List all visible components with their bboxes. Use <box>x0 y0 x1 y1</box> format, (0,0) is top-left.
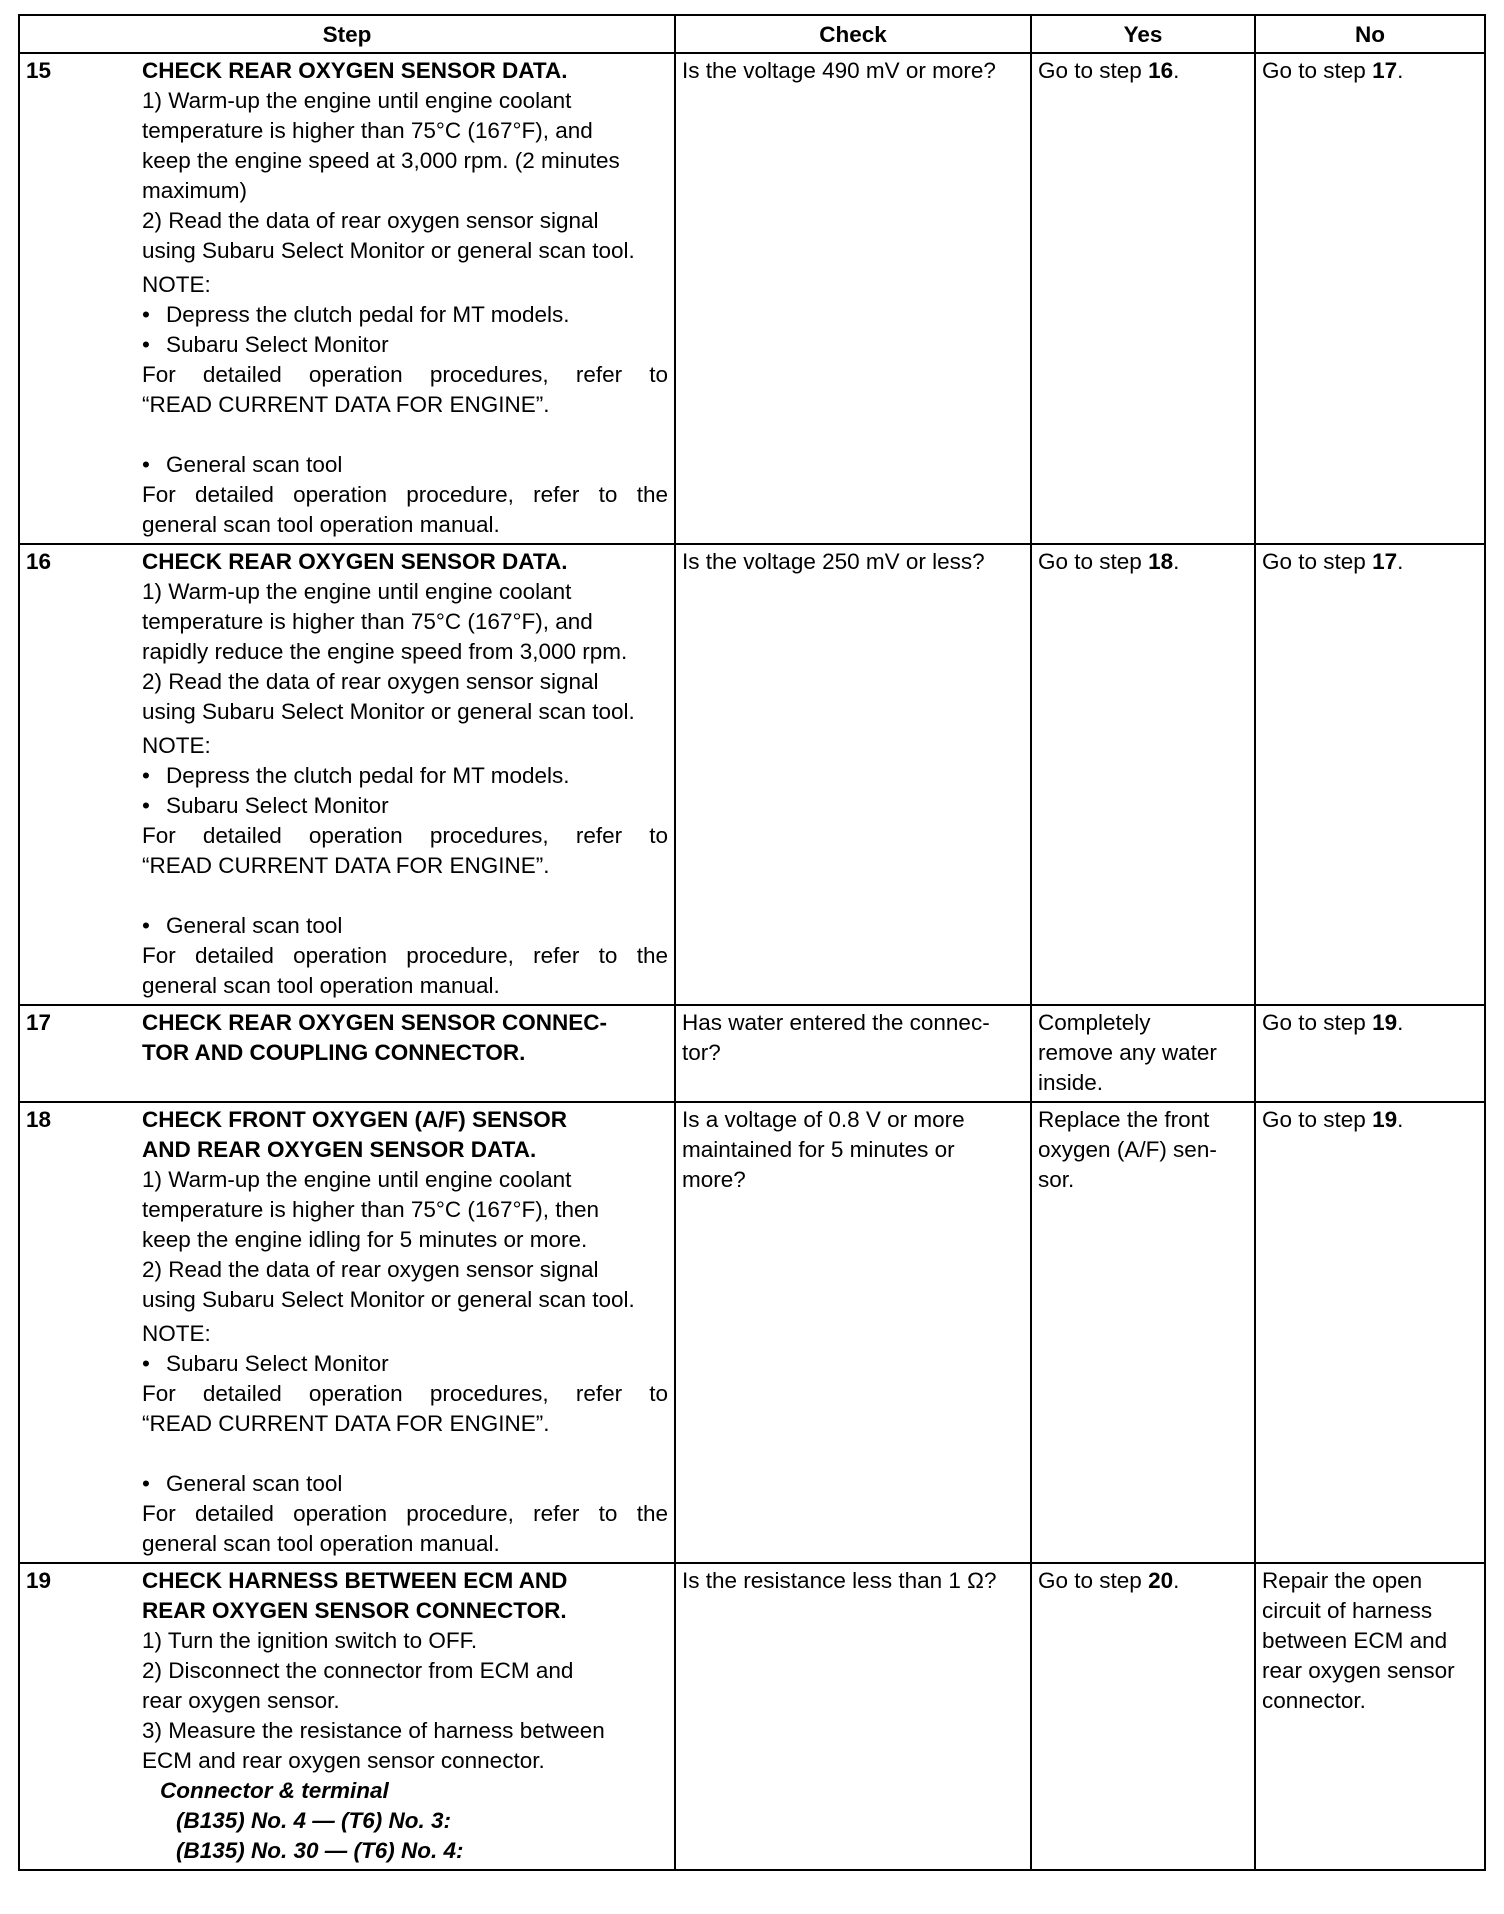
reference-text: general scan tool operation manual. <box>142 973 500 998</box>
step-line: 2) Read the data of rear oxygen sensor signal <box>142 208 599 233</box>
step-line: using Subaru Select Monitor or general scan tool. <box>142 1287 635 1312</box>
yes-text: Go to step <box>1038 549 1149 574</box>
no-line: rear oxygen sensor <box>1262 1658 1455 1683</box>
step-line: rear oxygen sensor. <box>142 1688 340 1713</box>
no-cell <box>1255 53 1485 544</box>
no-step-number: 19 <box>1372 1010 1398 1035</box>
step-description <box>136 1102 675 1563</box>
yes-line: remove any water <box>1038 1040 1217 1065</box>
step-title: CHECK REAR OXYGEN SENSOR DATA. <box>142 58 568 83</box>
yes-line: Replace the front <box>1038 1107 1210 1132</box>
connector-terminal-item: (B135) No. 30 — (T6) No. 4: <box>176 1838 464 1863</box>
step-line: using Subaru Select Monitor or general scan tool. <box>142 699 635 724</box>
no-cell <box>1255 544 1485 1005</box>
header-check: Check <box>675 15 1031 53</box>
check-line: Has water entered the connec- <box>682 1010 990 1035</box>
step-line: 2) Read the data of rear oxygen sensor signal <box>142 669 599 694</box>
step-title: CHECK HARNESS BETWEEN ECM AND <box>142 1568 568 1593</box>
header-yes: Yes <box>1031 15 1255 53</box>
step-number: 17 <box>19 1005 136 1102</box>
step-line: 1) Warm-up the engine until engine coolant <box>142 1167 572 1192</box>
yes-suffix: . <box>1173 1568 1180 1593</box>
step-number: 19 <box>19 1563 136 1870</box>
step-description <box>136 1005 675 1102</box>
no-suffix: . <box>1397 549 1404 574</box>
table-row <box>19 1563 1485 1870</box>
step-line: using Subaru Select Monitor or general scan tool. <box>142 238 635 263</box>
step-title: TOR AND COUPLING CONNECTOR. <box>142 1040 526 1065</box>
yes-line: inside. <box>1038 1070 1104 1095</box>
check-line: more? <box>682 1167 746 1192</box>
reference-text: For detailed operation procedures, refer to <box>142 823 669 848</box>
check-cell <box>675 1102 1031 1563</box>
note-bullet: • Subaru Select Monitor <box>142 330 668 360</box>
reference-text: For detailed operation procedure, refer to the <box>142 1501 669 1526</box>
yes-cell <box>1031 544 1255 1005</box>
step-line: 2) Disconnect the connector from ECM and <box>142 1658 574 1683</box>
yes-step-number: 16 <box>1148 58 1174 83</box>
note-bullet: • General scan tool <box>142 911 668 941</box>
no-text: Go to step <box>1262 1107 1373 1132</box>
step-line: maximum) <box>142 178 247 203</box>
no-cell <box>1255 1563 1485 1870</box>
reference-text: “READ CURRENT DATA FOR ENGINE”. <box>142 853 550 878</box>
yes-text: Go to step <box>1038 58 1149 83</box>
step-description <box>136 1563 675 1870</box>
step-line: 1) Warm-up the engine until engine coolant <box>142 88 572 113</box>
yes-line: sor. <box>1038 1167 1075 1192</box>
connector-terminal-title: Connector & terminal <box>160 1778 389 1803</box>
step-title: AND REAR OXYGEN SENSOR DATA. <box>142 1137 537 1162</box>
no-text: Go to step <box>1262 58 1373 83</box>
yes-step-number: 20 <box>1148 1568 1174 1593</box>
step-line: keep the engine idling for 5 minutes or more. <box>142 1227 588 1252</box>
check-cell: Is the voltage 490 mV or more? <box>675 53 1031 544</box>
step-line: keep the engine speed at 3,000 rpm. (2 minutes <box>142 148 620 173</box>
no-cell <box>1255 1005 1485 1102</box>
step-number: 18 <box>19 1102 136 1563</box>
step-line: temperature is higher than 75°C (167°F), and <box>142 118 593 143</box>
note-bullet: • Subaru Select Monitor <box>142 791 668 821</box>
step-number: 15 <box>19 53 136 544</box>
no-step-number: 19 <box>1372 1107 1398 1132</box>
note-label: NOTE: <box>142 1321 211 1346</box>
yes-cell <box>1031 1005 1255 1102</box>
step-line: ECM and rear oxygen sensor connector. <box>142 1748 545 1773</box>
step-description <box>136 544 675 1005</box>
spacer <box>142 1439 668 1469</box>
note-label: NOTE: <box>142 733 211 758</box>
reference-text: general scan tool operation manual. <box>142 512 500 537</box>
no-suffix: . <box>1397 1010 1404 1035</box>
step-number: 16 <box>19 544 136 1005</box>
check-line: Is a voltage of 0.8 V or more <box>682 1107 965 1132</box>
table-row <box>19 544 1485 1005</box>
reference-text: “READ CURRENT DATA FOR ENGINE”. <box>142 1411 550 1436</box>
step-title: REAR OXYGEN SENSOR CONNECTOR. <box>142 1598 567 1623</box>
check-line: maintained for 5 minutes or <box>682 1137 955 1162</box>
check-line: tor? <box>682 1040 721 1065</box>
yes-text: Go to step <box>1038 1568 1149 1593</box>
diagnostic-table-container <box>18 14 1484 1871</box>
yes-cell <box>1031 1102 1255 1563</box>
reference-text: general scan tool operation manual. <box>142 1531 500 1556</box>
note-bullet: • General scan tool <box>142 1469 668 1499</box>
note-label: NOTE: <box>142 272 211 297</box>
no-line: circuit of harness <box>1262 1598 1433 1623</box>
step-line: rapidly reduce the engine speed from 3,000 rpm. <box>142 639 628 664</box>
check-cell <box>675 1005 1031 1102</box>
no-line: connector. <box>1262 1688 1366 1713</box>
no-suffix: . <box>1397 1107 1404 1132</box>
header-no: No <box>1255 15 1485 53</box>
table-row <box>19 53 1485 544</box>
check-cell: Is the voltage 250 mV or less? <box>675 544 1031 1005</box>
no-suffix: . <box>1397 58 1404 83</box>
no-step-number: 17 <box>1372 58 1398 83</box>
check-cell: Is the resistance less than 1 Ω? <box>675 1563 1031 1870</box>
step-line: 2) Read the data of rear oxygen sensor signal <box>142 1257 599 1282</box>
yes-suffix: . <box>1173 58 1180 83</box>
connector-terminal-item: (B135) No. 4 — (T6) No. 3: <box>176 1808 452 1833</box>
no-text: Go to step <box>1262 1010 1373 1035</box>
spacer <box>142 420 668 450</box>
no-step-number: 17 <box>1372 549 1398 574</box>
step-line: 1) Warm-up the engine until engine coolant <box>142 579 572 604</box>
no-text: Go to step <box>1262 549 1373 574</box>
step-line: 3) Measure the resistance of harness between <box>142 1718 605 1743</box>
step-title: CHECK REAR OXYGEN SENSOR CONNEC- <box>142 1010 608 1035</box>
step-line: temperature is higher than 75°C (167°F), and <box>142 609 593 634</box>
no-cell <box>1255 1102 1485 1563</box>
reference-text: “READ CURRENT DATA FOR ENGINE”. <box>142 392 550 417</box>
spacer <box>142 881 668 911</box>
step-title: CHECK REAR OXYGEN SENSOR DATA. <box>142 549 568 574</box>
step-line: 1) Turn the ignition switch to OFF. <box>142 1628 478 1653</box>
header-row <box>19 15 1485 53</box>
yes-cell <box>1031 53 1255 544</box>
reference-text: For detailed operation procedure, refer to the <box>142 482 669 507</box>
reference-text: For detailed operation procedure, refer to the <box>142 943 669 968</box>
header-step: Step <box>19 15 675 53</box>
note-bullet: • Subaru Select Monitor <box>142 1349 668 1379</box>
reference-text: For detailed operation procedures, refer to <box>142 362 669 387</box>
note-bullet: • Depress the clutch pedal for MT models. <box>142 300 668 330</box>
no-line: between ECM and <box>1262 1628 1448 1653</box>
note-bullet: • General scan tool <box>142 450 668 480</box>
table-row <box>19 1102 1485 1563</box>
yes-suffix: . <box>1173 549 1180 574</box>
yes-line: Completely <box>1038 1010 1151 1035</box>
table-row <box>19 1005 1485 1102</box>
yes-line: oxygen (A/F) sen- <box>1038 1137 1217 1162</box>
no-line: Repair the open <box>1262 1568 1423 1593</box>
yes-step-number: 18 <box>1148 549 1174 574</box>
diagnostic-table <box>18 14 1486 1871</box>
step-title: CHECK FRONT OXYGEN (A/F) SENSOR <box>142 1107 568 1132</box>
step-line: temperature is higher than 75°C (167°F), then <box>142 1197 599 1222</box>
note-bullet: • Depress the clutch pedal for MT models. <box>142 761 668 791</box>
yes-cell <box>1031 1563 1255 1870</box>
reference-text: For detailed operation procedures, refer to <box>142 1381 669 1406</box>
step-description <box>136 53 675 544</box>
